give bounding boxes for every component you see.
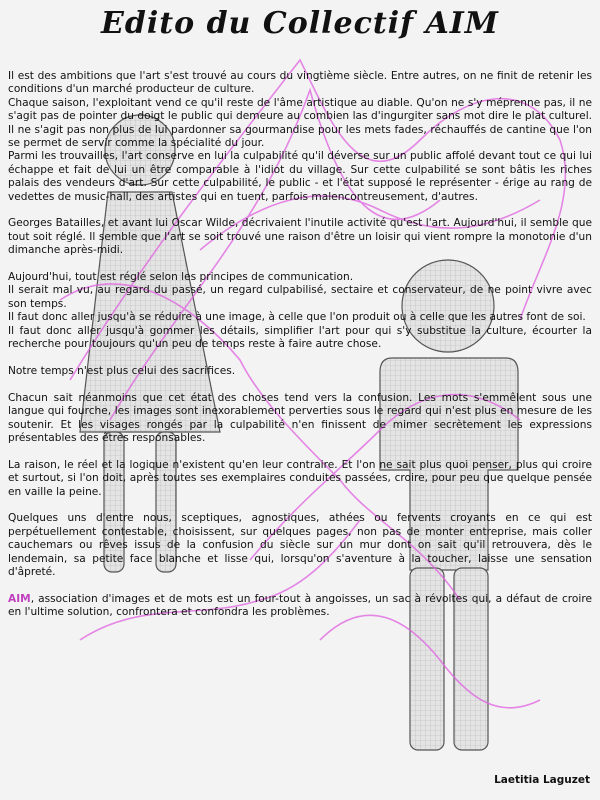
paragraph-image: Il faut donc aller jusqu'à se réduire à une image, à celle que l'on produit ou à celle que les autres font de soi. [8, 311, 586, 324]
paragraph-aim-text: , association d'images et de mots est un four-tout à angoisses, un sac à révoltes qui, a défaut de croire en l'ultime solution, confrontera et confondra les problèmes. [8, 592, 592, 619]
paragraph-confusion: Chacun sait néanmoins que cet état des choses tend vers la confusion. Les mots s'emmêlent sous une langue qui fourche, les images sont inexorablement perverties sous le regard qui n'est plus en mesure de les soutenir. Et les visages rongés par la culpabilité n'en finissent de mimer secrètement les expressions présentables des êtres responsables. [8, 391, 592, 444]
page-title: Edito du Collectif AIM [101, 6, 499, 41]
editorial-body [8, 70, 592, 633]
paragraph-communication: Aujourd'hui, tout est réglé selon les principes de communication. [8, 271, 354, 284]
paragraph-quelques-uns: Quelques uns d'entre nous, sceptiques, agnostiques, athées ou fervents croyants en ce qui est perpétuellement contestable, choisissent, sur quelques pages, non pas de monter entreprise, mais coller cauchemars ou rêves issus de la confusion du siècle sur un mur dont on sait qu'il retrouvera, dès le lendemain, sa petite face blanche et lisse qui, lorsqu'on s'aventure à la toucher, laisse une sensation d'âpreté. [8, 512, 592, 578]
paragraph-aim [8, 593, 592, 620]
paragraph-details: Il faut donc aller jusqu'à gommer les détails, simplifier l'art pour qui s'y substitue la culture, écourter la recherche pour toujours qu'un peu de temps reste à faire autre chose. [8, 324, 592, 351]
paragraph-sacrifices: Notre temps n'est plus celui des sacrifices. [8, 364, 236, 377]
aim-brand: AIM [8, 592, 31, 605]
paragraph-saison: Chaque saison, l'exploitant vend ce qu'il reste de l'âme artistique au diable. Qu'on ne s'y méprenne pas, il ne s'agit pas de pointer du doigt le public qui demeure au combien las d'ingurgiter sans mot dire le plat culturel. Il ne s'agit pas non plus de lui pardonner sa gourmandise pour les mets fades, réchauffés de cantine que l'on se permet de servir comme la spécialité du jour. [8, 96, 592, 150]
paragraph-mal-vu: Il serait mal vu, au regard du passé, un regard culpabilisé, sectaire et conservateur, de ne point vivre avec son temps. [8, 284, 592, 310]
paragraph-raison: La raison, le réel et la logique n'existent qu'en leur contraire. Et l'on ne sait plus quoi penser, plus qui croire et surtout, si l'on doit, après toutes ses exemplaires conduites passées, croire, pour peu que quelque pensée en vaille la peine. [8, 458, 592, 498]
author-signature: Laetitia Laguzet [494, 774, 590, 786]
paragraph-trouvailles: Parmi les trouvailles, l'art conserve en lui la culpabilité qu'il déverse sur un public affolé devant tout ce qui lui échappe et fait de lui un être comparable à l'idiot du village. Sur cette culpabilité se sont bâtis les riches palais des vendeurs d'art. Sur cette culpabilité, le public - et l'état supposé le représenter - érige au rang de vedettes de music-hall, des artistes qui en tuent, parfois malencontreusement, d'autres. [8, 150, 592, 203]
paragraph-bataille: Georges Batailles, et avant lui Oscar Wilde, décrivaient l'inutile activité qu'est l'art. Aujourd'hui, il semble que tout soit réglé. Il semble que l'art se soit trouvé une raison d'être un loisir qui vient rompre la monotonie d'un dimanche après-midi. [8, 217, 592, 257]
paragraph-intro: Il est des ambitions que l'art s'est trouvé au cours du vingtième siècle. Entre autres, on ne finit de retenir les conditions d'un marché producteur de culture. [8, 70, 592, 96]
